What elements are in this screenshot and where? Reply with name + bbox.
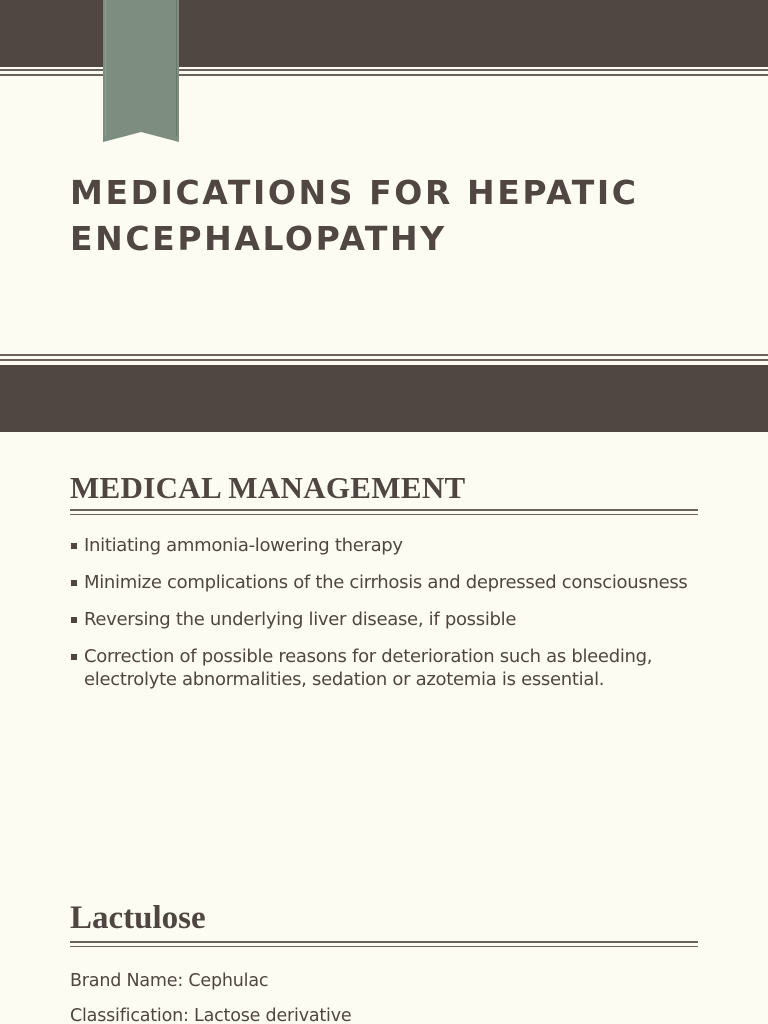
bullet-text: Correction of possible reasons for deterioration such as bleeding, electrolyte abnormalities, sedation or azotemia is essential. bbox=[84, 646, 653, 690]
slide-title: MEDICATIONS FOR HEPATIC ENCEPHALOPATHY bbox=[70, 173, 639, 258]
middle-double-rule bbox=[0, 354, 768, 361]
list-item bbox=[70, 571, 710, 594]
square-bullet-icon bbox=[71, 617, 77, 623]
square-bullet-icon bbox=[71, 543, 77, 549]
brand-name-line: Brand Name: Cephulac bbox=[70, 971, 269, 991]
bookmark-ribbon-edge bbox=[105, 0, 177, 136]
square-bullet-icon bbox=[71, 580, 77, 586]
medical-management-heading: MEDICAL MANAGEMENT bbox=[70, 470, 466, 505]
lactulose-heading: Lactulose bbox=[70, 900, 206, 936]
list-item bbox=[70, 608, 710, 631]
classification-line: Classification: Lactose derivative bbox=[70, 1006, 352, 1024]
list-item bbox=[70, 534, 710, 557]
lactulose-rule bbox=[70, 941, 698, 947]
management-bullet-list bbox=[70, 534, 710, 705]
middle-dark-band bbox=[0, 365, 768, 432]
square-bullet-icon bbox=[71, 654, 77, 660]
list-item bbox=[70, 645, 710, 691]
medical-management-rule bbox=[70, 509, 698, 515]
bullet-text: Reversing the underlying liver disease, if possible bbox=[84, 609, 517, 630]
bullet-text: Initiating ammonia-lowering therapy bbox=[84, 535, 403, 556]
bullet-text: Minimize complications of the cirrhosis and depressed consciousness bbox=[84, 572, 688, 593]
